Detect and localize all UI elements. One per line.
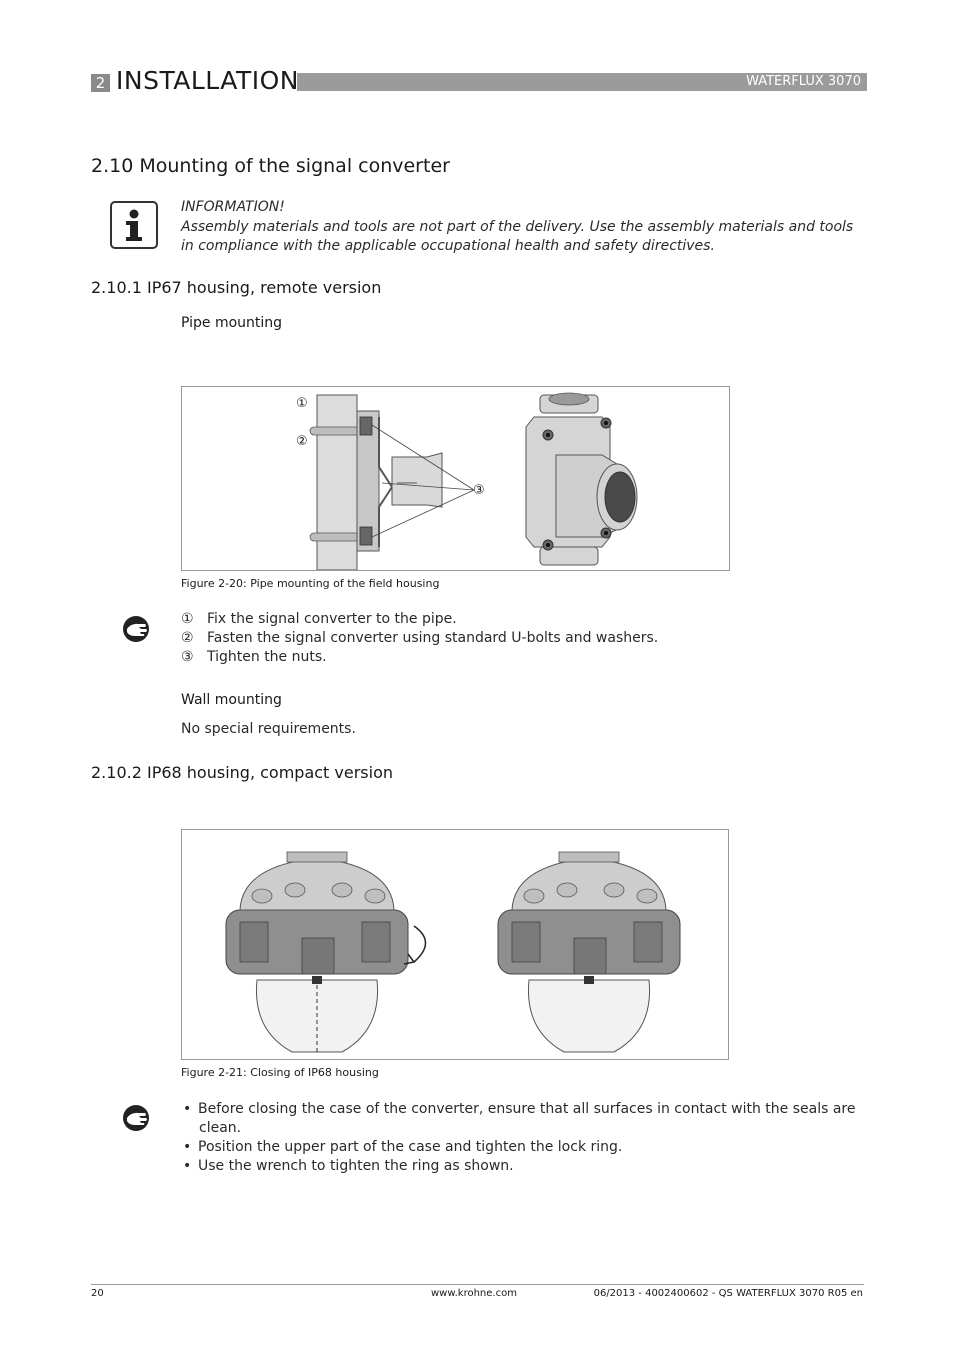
info-text-line1: Assembly materials and tools are not part of the delivery. Use the assembly materials and tools — [181, 219, 854, 235]
section-title: 2.10 Mounting of the signal converter — [91, 155, 450, 177]
callout-2: ② — [296, 434, 308, 449]
footer-divider — [91, 1284, 864, 1285]
step-text: Fasten the signal converter using standard U-bolts and washers. — [207, 630, 659, 646]
callout-1: ① — [296, 396, 308, 411]
ip68-housing-illustration — [182, 830, 728, 1059]
subsection-title-ip68: 2.10.2 IP68 housing, compact version — [91, 763, 393, 782]
wall-mounting-heading: Wall mounting — [181, 692, 282, 708]
page-number: 20 — [91, 1288, 104, 1299]
list-item — [181, 1138, 881, 1157]
chapter-number-badge: 2 — [91, 74, 110, 92]
steps-list — [181, 610, 881, 667]
figure-pipe-mounting — [181, 386, 730, 571]
figure-ip68-housing — [181, 829, 729, 1060]
figure-caption-2-21: Figure 2-21: Closing of IP68 housing — [181, 1066, 379, 1079]
pipe-mounting-heading: Pipe mounting — [181, 315, 283, 331]
wall-mounting-text: No special requirements. — [181, 721, 356, 737]
info-heading: INFORMATION! — [181, 199, 285, 215]
bullet-text: Position the upper part of the case and tighten the lock ring. — [198, 1139, 623, 1155]
callout-3: ③ — [473, 483, 485, 498]
info-icon — [110, 201, 158, 249]
step-item — [181, 610, 881, 629]
bullet-text: Use the wrench to tighten the ring as shown. — [198, 1158, 514, 1174]
step-text: Fix the signal converter to the pipe. — [207, 611, 457, 627]
subsection-title-ip67: 2.10.1 IP67 housing, remote version — [91, 278, 382, 297]
step-number: ② — [181, 630, 194, 646]
step-item — [181, 629, 881, 648]
info-text-line2: in compliance with the applicable occupational health and safety directives. — [181, 238, 715, 254]
step-number: ① — [181, 611, 194, 627]
step-text: Tighten the nuts. — [207, 649, 327, 665]
figure-caption-2-20: Figure 2-20: Pipe mounting of the field housing — [181, 577, 440, 590]
step-number: ③ — [181, 649, 194, 665]
step-item — [181, 648, 881, 667]
header-product-name: WATERFLUX 3070 — [725, 73, 867, 91]
chapter-title: INSTALLATION — [116, 66, 299, 95]
hand-icon — [121, 1104, 151, 1136]
pipe-mounting-illustration — [182, 387, 729, 570]
instructions-list — [181, 1100, 881, 1176]
list-item — [181, 1157, 881, 1176]
hand-icon — [121, 615, 151, 647]
bullet-text: Before closing the case of the converter, ensure that all surfaces in contact with the seals are — [198, 1101, 856, 1117]
list-item — [181, 1100, 881, 1138]
bullet-text-cont: clean. — [199, 1120, 242, 1136]
footer-website: www.krohne.com — [431, 1288, 517, 1299]
footer-doc-ref: 06/2013 - 4002400602 - QS WATERFLUX 3070 R05 en — [593, 1288, 863, 1299]
